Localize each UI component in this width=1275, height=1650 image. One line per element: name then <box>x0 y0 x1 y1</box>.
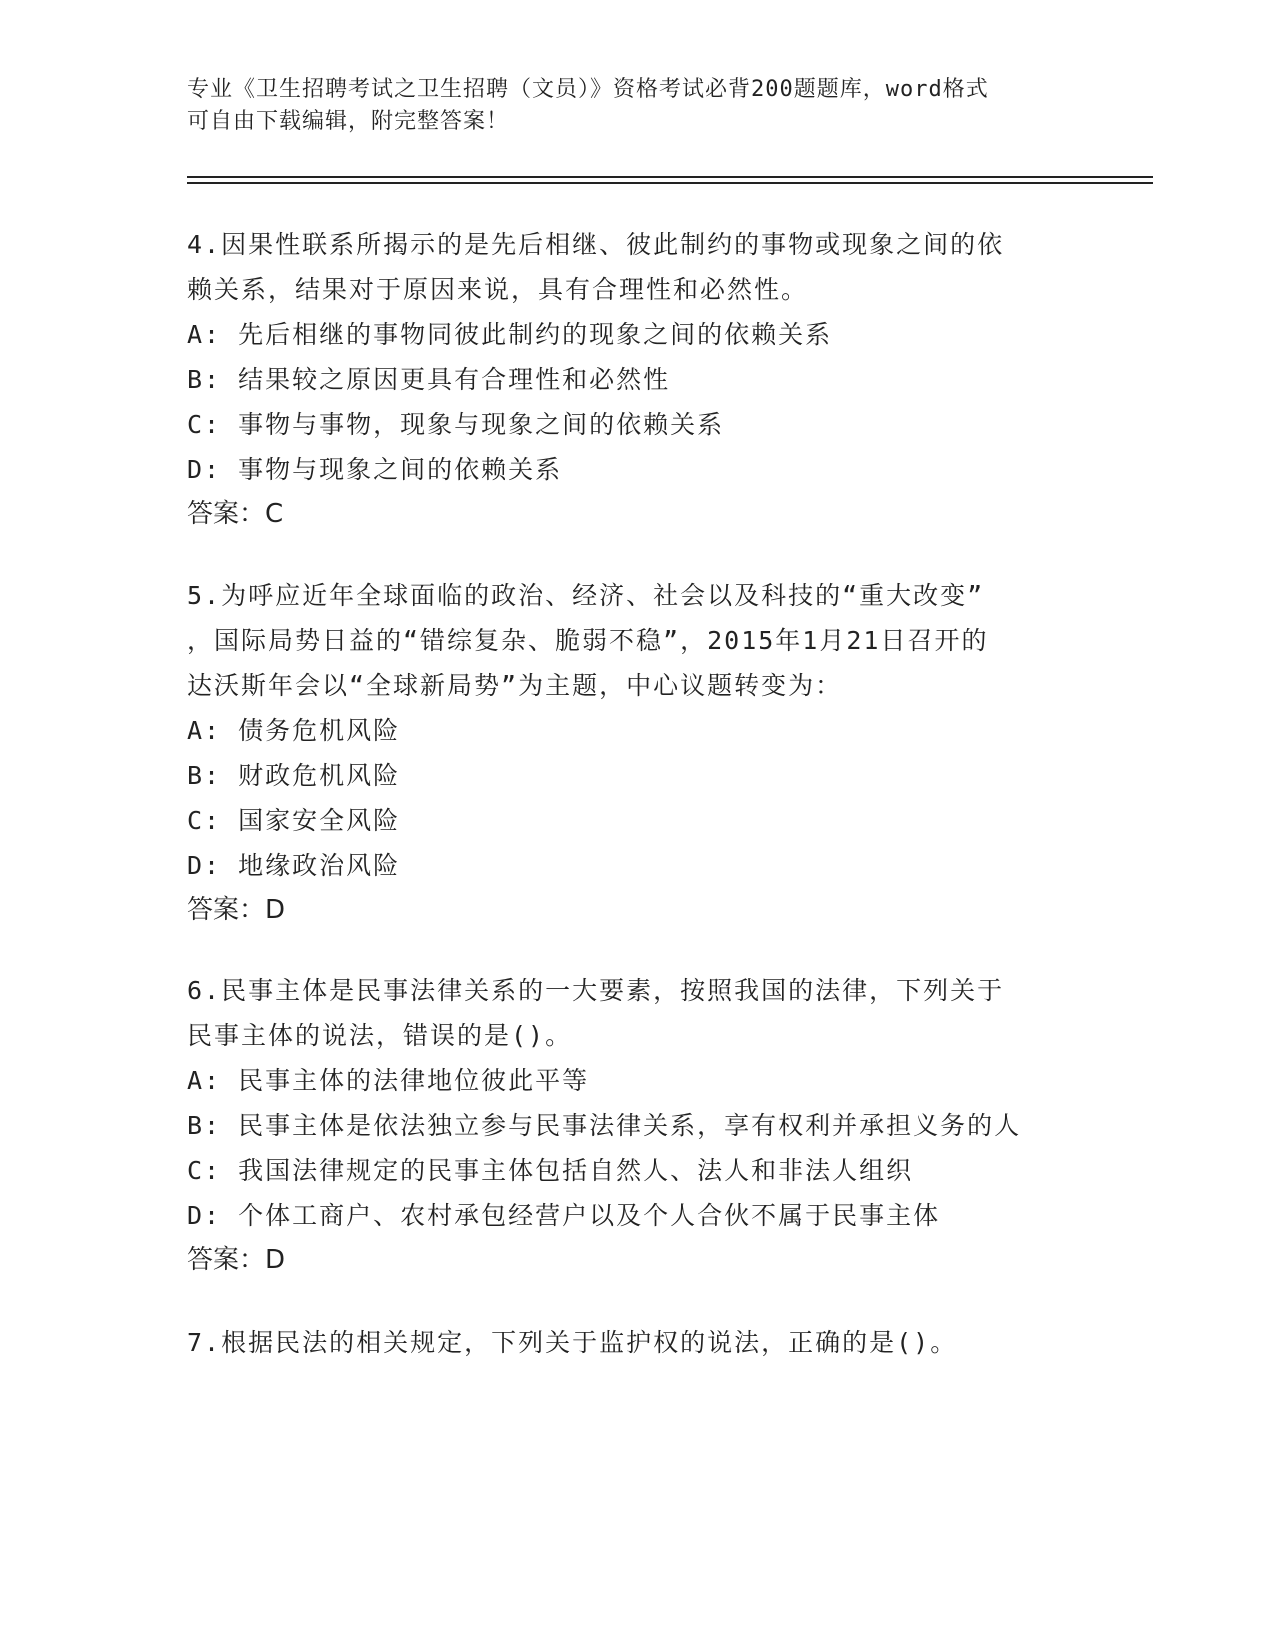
question-4 <box>187 222 1107 537</box>
question-6 <box>187 968 1107 1283</box>
option-d: D: 事物与现象之间的依赖关系 <box>187 455 563 484</box>
header-line-1: 专业《卫生招聘考试之卫生招聘（文员）》资格考试必背200题题库，word格式 <box>187 77 989 102</box>
option-b: B: 民事主体是依法独立参与民事法律关系，享有权利并承担义务的人 <box>187 1111 1022 1140</box>
answer-label: 答案：D <box>187 895 286 925</box>
question-text-line: 赖关系，结果对于原因来说，具有合理性和必然性。 <box>187 275 809 304</box>
option-c: C: 事物与事物，现象与现象之间的依赖关系 <box>187 410 725 439</box>
question-text-line: 6.民事主体是民事法律关系的一大要素，按照我国的法律，下列关于 <box>187 976 1005 1005</box>
question-text-line: ，国际局势日益的“错综复杂、脆弱不稳”，2015年1月21日召开的 <box>187 626 989 655</box>
option-b: B: 结果较之原因更具有合理性和必然性 <box>187 365 671 394</box>
question-text-line: 5.为呼应近年全球面临的政治、经济、社会以及科技的“重大改变” <box>187 581 985 610</box>
option-b: B: 财政危机风险 <box>187 761 401 790</box>
answer-label: 答案：D <box>187 1245 286 1275</box>
question-5 <box>187 573 1107 933</box>
answer-label: 答案：C <box>187 499 284 529</box>
option-c: C: 我国法律规定的民事主体包括自然人、法人和非法人组织 <box>187 1156 914 1185</box>
question-text-line: 7.根据民法的相关规定，下列关于监护权的说法，正确的是()。 <box>187 1328 958 1357</box>
document-header <box>187 74 1087 138</box>
question-text-line: 4.因果性联系所揭示的是先后相继、彼此制约的事物或现象之间的依 <box>187 230 1005 259</box>
option-c: C: 国家安全风险 <box>187 806 401 835</box>
question-7 <box>187 1320 1107 1365</box>
header-divider-bottom <box>187 182 1153 184</box>
option-d: D: 地缘政治风险 <box>187 851 401 880</box>
question-text-line: 达沃斯年会以“全球新局势”为主题，中心议题转变为： <box>187 671 843 700</box>
header-line-2: 可自由下载编辑，附完整答案！ <box>187 109 510 134</box>
option-a: A: 民事主体的法律地位彼此平等 <box>187 1066 590 1095</box>
option-a: A: 债务危机风险 <box>187 716 401 745</box>
question-text-line: 民事主体的说法，错误的是()。 <box>187 1021 573 1050</box>
option-d: D: 个体工商户、农村承包经营户以及个人合伙不属于民事主体 <box>187 1201 941 1230</box>
option-a: A: 先后相继的事物同彼此制约的现象之间的依赖关系 <box>187 320 833 349</box>
header-divider-top <box>187 176 1153 178</box>
